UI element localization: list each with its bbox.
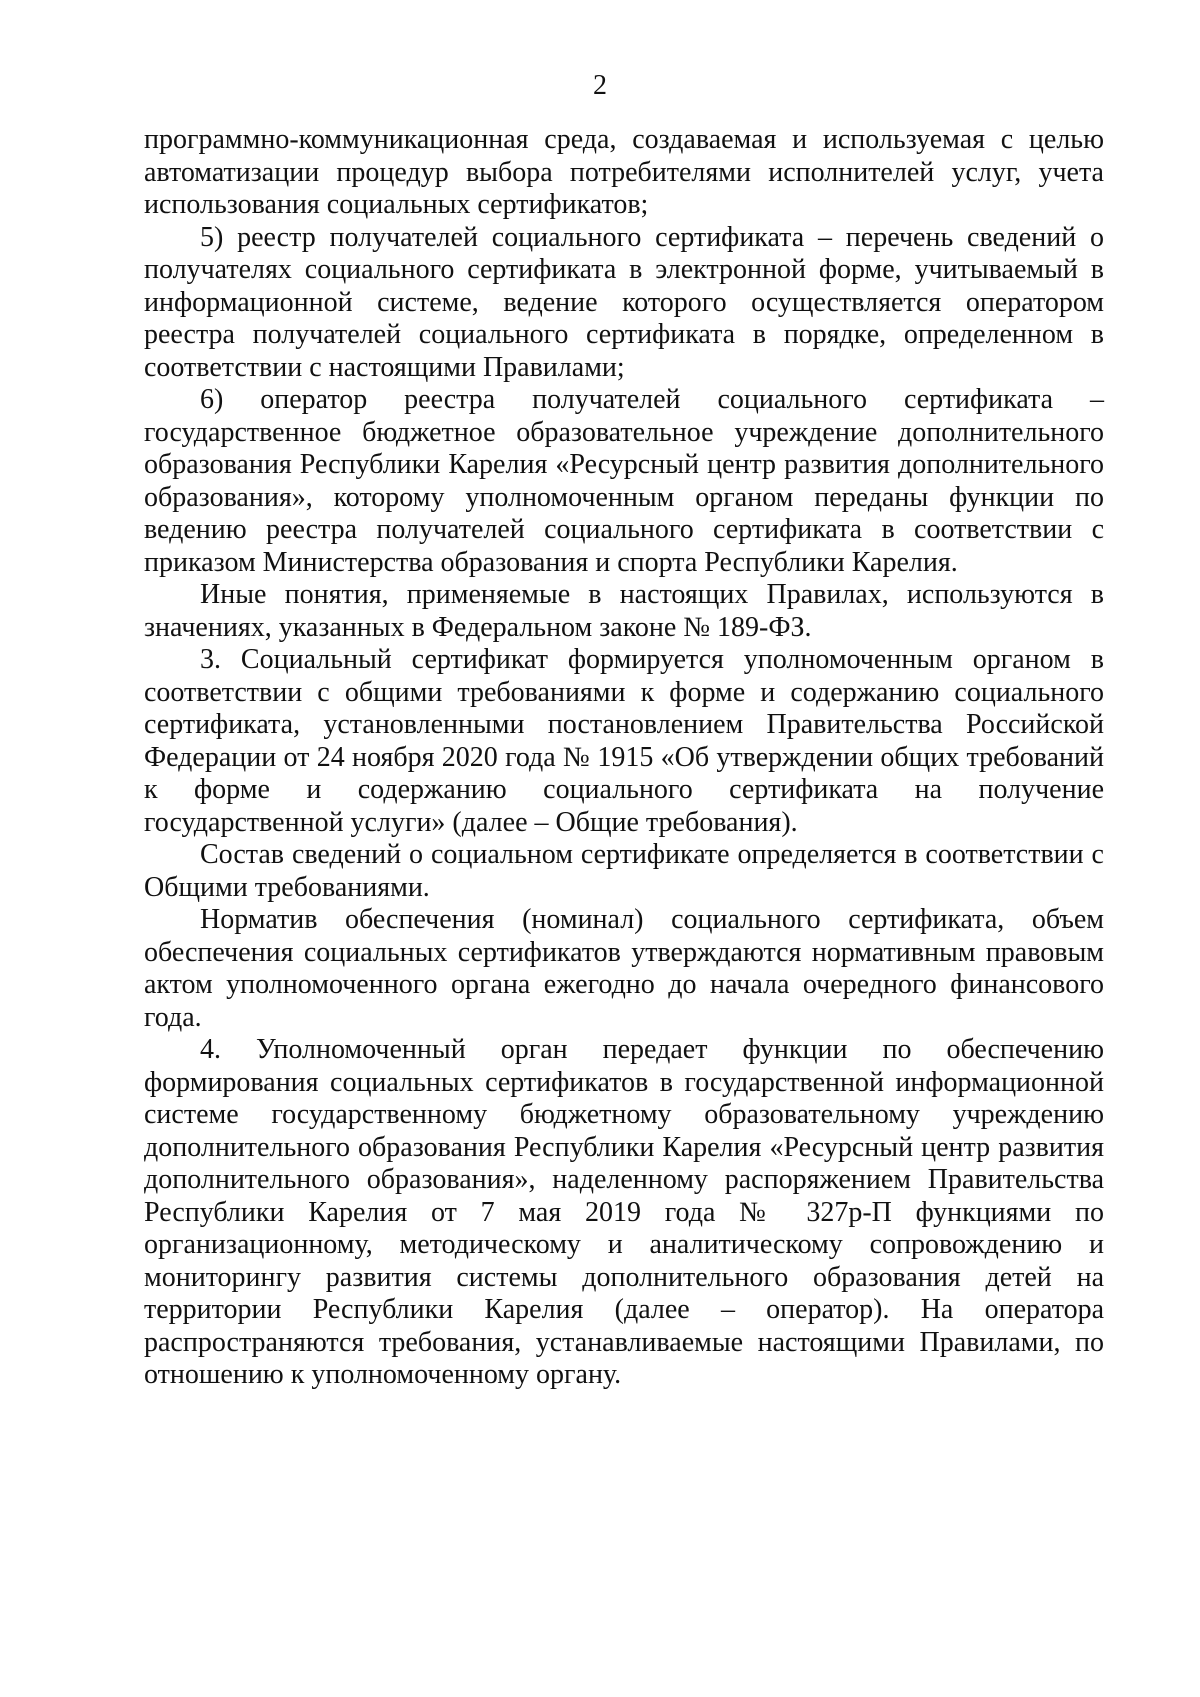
document-body [144,124,1104,1392]
paragraph-section-3: 3. Социальный сертификат формируется уполномоченным органом в соответствии с общими требованиями к форме и содержанию социального сертификата, установленными постановлением Правительства Российской Федерации от 24 ноября 2020 года № 1915 «Об утверждении общих требований к форме и содержанию социального сертификата на получение государственной услуги» (далее – Общие требования). [144,644,1104,838]
paragraph-certificate-info: Состав сведений о социальном сертификате определяется в соответствии с Общими требованиями. [144,839,1104,903]
paragraph-section-4: 4. Уполномоченный орган передает функции по обеспечению формирования социальных сертификатов в государственной информационной системе государственному бюджетному образовательному учреждению дополнительного образования Республики Карелия «Ресурсный центр развития дополнительного образования», наделенному распоряжением Правительства Республики Карелия от 7 мая 2019 года № 327р-П функциями по организационному, методическому и аналитическому сопровождению и мониторингу развития системы дополнительного образования детей на территории Республики Карелия (далее – оператор). На оператора распространяются требования, устанавливаемые настоящими Правилами, по отношению к уполномоченному органу. [144,1034,1104,1390]
page-number: 2 [593,70,607,101]
paragraph-other-terms: Иные понятия, применяемые в настоящих Правилах, используются в значениях, указанных в Федеральном законе № 189-ФЗ. [144,579,1104,643]
paragraph-continuation: программно-коммуникационная среда, создаваемая и используемая с целью автоматизации процедур выбора потребителями исполнителей услуг, учета использования социальных сертификатов; [144,124,1104,220]
paragraph-item-6: 6) оператор реестра получателей социального сертификата – государственное бюджетное образовательное учреждение дополнительного образования Республики Карелия «Ресурсный центр развития дополнительного образования», которому уполномоченным органом переданы функции по ведению реестра получателей социального сертификата в соответствии с приказом Министерства образования и спорта Республики Карелия. [144,384,1104,578]
paragraph-item-5: 5) реестр получателей социального сертификата – перечень сведений о получателях социального сертификата в электронной форме, учитываемый в информационной системе, ведение которого осуществляется оператором реестра получателей социального сертификата в порядке, определенном в соответствии с настоящими Правилами; [144,221,1104,383]
paragraph-normative: Норматив обеспечения (номинал) социального сертификата, объем обеспечения социальных сертификатов утверждаются нормативным правовым актом уполномоченного органа ежегодно до начала очередного финансового года. [144,904,1104,1033]
